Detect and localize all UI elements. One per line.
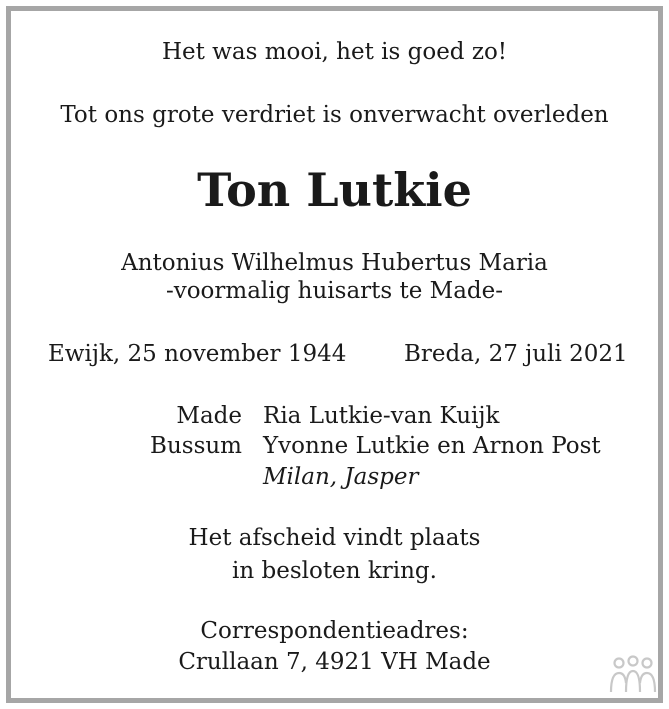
- occupation: -voormalig huisarts te Made-: [165, 278, 504, 304]
- deceased-name: Ton Lutkie: [197, 163, 472, 217]
- motto: Het was mooi, het is goed zo!: [161, 39, 508, 65]
- intro-text: Tot ons grote verdriet is onverwacht overleden: [60, 102, 609, 128]
- family-names: Ria Lutkie-van Kuijk: [263, 403, 500, 429]
- family-names: Yvonne Lutkie en Arnon Post: [263, 433, 601, 459]
- correspondence-label: Correspondentieadres:: [200, 618, 469, 644]
- family-place: Made: [176, 403, 242, 429]
- birth-date: Ewijk, 25 november 1944: [48, 341, 347, 367]
- grandchildren-row: [0, 463, 669, 493]
- farewell-line-2: in besloten kring.: [232, 558, 437, 584]
- family-place: Bussum: [150, 433, 242, 459]
- correspondence-address: Crullaan 7, 4921 VH Made: [178, 649, 491, 675]
- family-row: [0, 402, 669, 432]
- death-date: Breda, 27 juli 2021: [404, 341, 628, 367]
- full-name: Antonius Wilhelmus Hubertus Maria: [121, 250, 548, 276]
- farewell-line-1: Het afscheid vindt plaats: [188, 525, 481, 551]
- people-group-icon: [607, 655, 659, 695]
- grandchildren-names: Milan, Jasper: [263, 464, 419, 490]
- family-row: [0, 432, 669, 462]
